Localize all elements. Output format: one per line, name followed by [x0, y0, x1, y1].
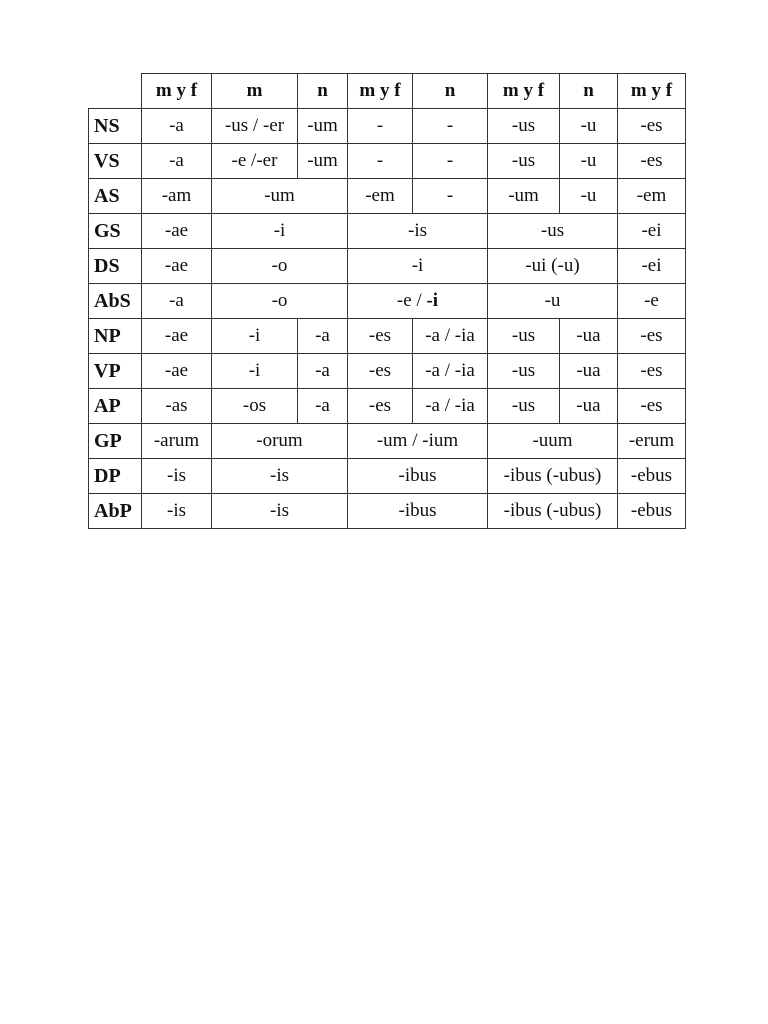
table-cell: -ae [142, 249, 212, 284]
table-cell: -ibus [348, 494, 488, 529]
table-row [89, 249, 686, 284]
table-cell: -a [298, 354, 348, 389]
table-cell: -em [348, 179, 413, 214]
table-cell: -es [618, 319, 686, 354]
table-cell: -ebus [618, 459, 686, 494]
table-cell: -es [618, 109, 686, 144]
table-cell: -us [488, 214, 618, 249]
table-cell: -ua [560, 319, 618, 354]
table-cell: -ua [560, 389, 618, 424]
table-cell: -is [212, 494, 348, 529]
table-cell: -es [618, 144, 686, 179]
table-row [89, 214, 686, 249]
table-cell: -ua [560, 354, 618, 389]
table-cell: -us / -er [212, 109, 298, 144]
table-cell: -a [298, 319, 348, 354]
table-cell: - [413, 109, 488, 144]
table-cell: -e [618, 284, 686, 319]
table-cell: - [413, 144, 488, 179]
column-header: n [413, 74, 488, 109]
table-cell: -um / -ium [348, 424, 488, 459]
table-cell: -ibus [348, 459, 488, 494]
table-row [89, 354, 686, 389]
table-cell: -is [212, 459, 348, 494]
table-cell: -us [488, 389, 560, 424]
table-cell: -ibus (-ubus) [488, 459, 618, 494]
table-cell: -orum [212, 424, 348, 459]
table-cell: -am [142, 179, 212, 214]
table-cell: -es [348, 354, 413, 389]
column-header: m y f [488, 74, 560, 109]
table-cell: -a [298, 389, 348, 424]
table-cell: -uum [488, 424, 618, 459]
table-cell: -um [488, 179, 560, 214]
table-cell: -um [298, 144, 348, 179]
table-cell: -em [618, 179, 686, 214]
table-cell: -us [488, 319, 560, 354]
column-header: m y f [618, 74, 686, 109]
table-cell: -ui (-u) [488, 249, 618, 284]
row-header: GS [89, 214, 142, 249]
table-cell: -a [142, 144, 212, 179]
column-header: n [560, 74, 618, 109]
table-cell: -ei [618, 214, 686, 249]
table-cell: -es [348, 389, 413, 424]
table-cell: -us [488, 144, 560, 179]
row-header: NP [89, 319, 142, 354]
table-cell: -a [142, 284, 212, 319]
declension-table [88, 73, 686, 529]
table-cell: -is [142, 459, 212, 494]
cell-text-bold: -i [426, 290, 439, 311]
table-cell: -u [488, 284, 618, 319]
row-header: VP [89, 354, 142, 389]
table-cell: -u [560, 179, 618, 214]
row-header: AS [89, 179, 142, 214]
table-cell: -um [298, 109, 348, 144]
table-cell: -es [618, 354, 686, 389]
row-header: DS [89, 249, 142, 284]
row-header: DP [89, 459, 142, 494]
table-row [89, 494, 686, 529]
table-cell: -es [618, 389, 686, 424]
row-header: GP [89, 424, 142, 459]
table-cell: -os [212, 389, 298, 424]
table-row [89, 319, 686, 354]
table-cell: -a / -ia [413, 389, 488, 424]
table-cell: -erum [618, 424, 686, 459]
column-header: m y f [142, 74, 212, 109]
table-cell: - [413, 179, 488, 214]
table-cell: -us [488, 354, 560, 389]
table-row [89, 109, 686, 144]
table-row [89, 179, 686, 214]
table-cell [348, 284, 488, 319]
table-cell: -as [142, 389, 212, 424]
corner-cell [89, 74, 142, 109]
table-cell: -ae [142, 214, 212, 249]
table-row [89, 144, 686, 179]
row-header: AbP [89, 494, 142, 529]
table-cell: -i [212, 354, 298, 389]
table-cell: -ae [142, 319, 212, 354]
table-cell: - [348, 109, 413, 144]
table-cell: -es [348, 319, 413, 354]
table-row [89, 284, 686, 319]
table-cell: -u [560, 144, 618, 179]
table-cell: -is [142, 494, 212, 529]
table-row [89, 424, 686, 459]
table-cell: -ei [618, 249, 686, 284]
table-row [89, 389, 686, 424]
table-cell: -a [142, 109, 212, 144]
header-row [89, 74, 686, 109]
row-header: VS [89, 144, 142, 179]
column-header: n [298, 74, 348, 109]
table-cell: -arum [142, 424, 212, 459]
column-header: m [212, 74, 298, 109]
cell-text: -e / [396, 290, 427, 311]
row-header: NS [89, 109, 142, 144]
column-header: m y f [348, 74, 413, 109]
table-row [89, 459, 686, 494]
row-header: AbS [89, 284, 142, 319]
table-cell: -is [348, 214, 488, 249]
table-cell: -o [212, 284, 348, 319]
table-cell: -a / -ia [413, 319, 488, 354]
table-cell: - [348, 144, 413, 179]
table-cell: -i [212, 319, 298, 354]
table-cell: -um [212, 179, 348, 214]
row-header: AP [89, 389, 142, 424]
table-cell: -i [348, 249, 488, 284]
table-cell: -o [212, 249, 348, 284]
table-cell: -ae [142, 354, 212, 389]
table-cell: -u [560, 109, 618, 144]
table-cell: -ebus [618, 494, 686, 529]
table-cell: -i [212, 214, 348, 249]
table-cell: -e /-er [212, 144, 298, 179]
table-cell: -ibus (-ubus) [488, 494, 618, 529]
table-cell: -us [488, 109, 560, 144]
table-cell: -a / -ia [413, 354, 488, 389]
